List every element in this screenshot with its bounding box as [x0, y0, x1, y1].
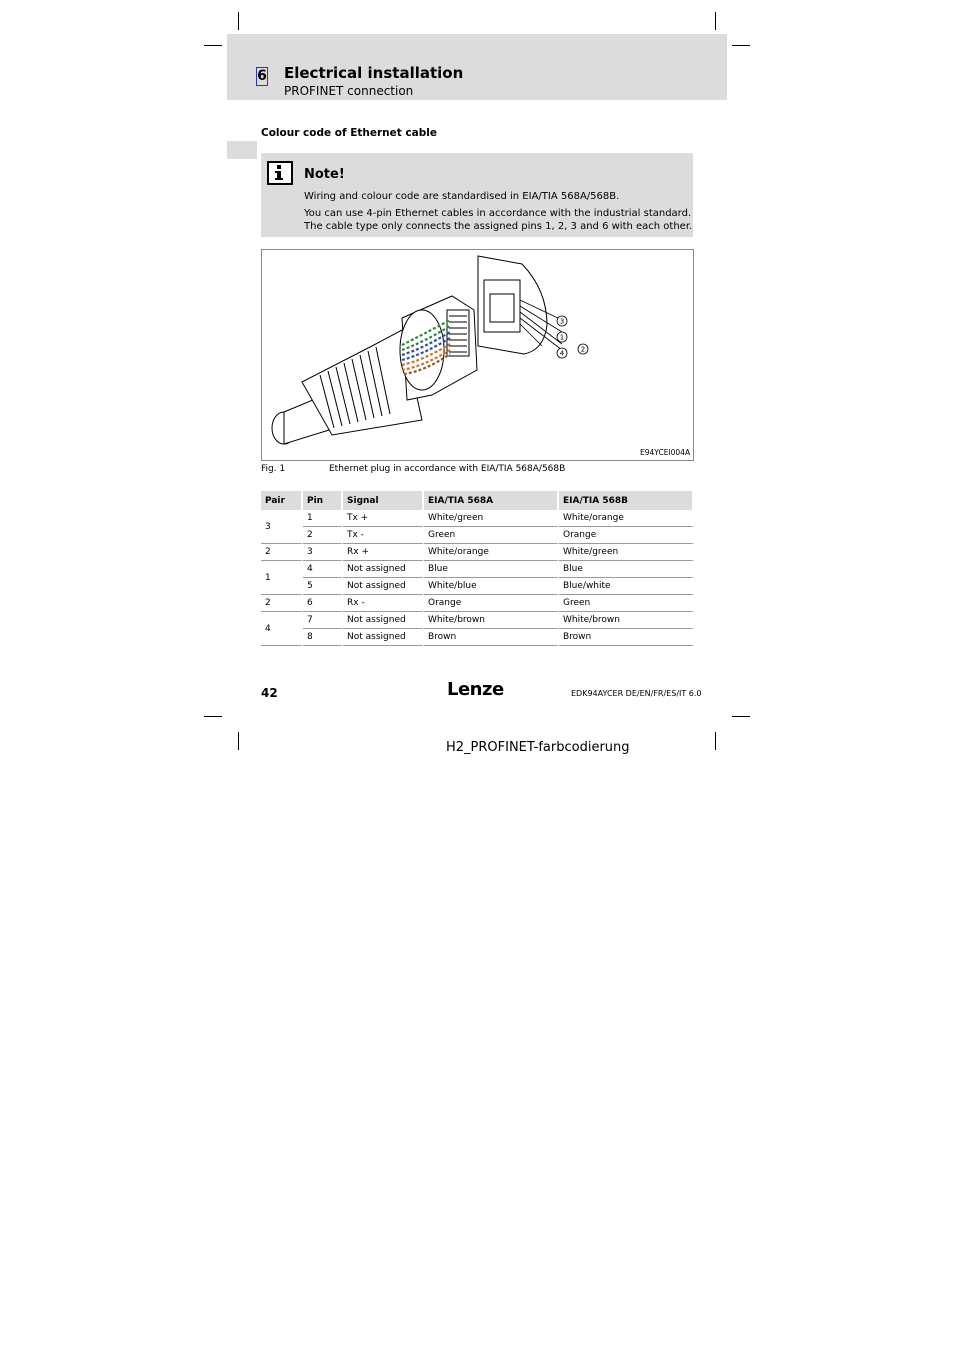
side-tab-marker [227, 141, 257, 159]
table-row [261, 612, 694, 629]
signal-cell: Not assigned [343, 578, 424, 595]
chapter-subtitle: PROFINET connection [284, 84, 414, 98]
pair-callout-label: 2 [580, 345, 586, 354]
crop-mark [732, 716, 750, 717]
signal-cell: Rx + [343, 544, 424, 561]
pair-cell: 2 [261, 544, 303, 561]
crop-mark [715, 12, 716, 30]
chapter-title: Electrical installation [284, 64, 464, 82]
footer-label: H2_PROFINET-farbcodierung [446, 740, 630, 755]
crop-mark [732, 45, 750, 46]
pair-cell: 1 [261, 561, 303, 595]
crop-mark [238, 12, 239, 30]
column-header-568a: EIA/TIA 568A [424, 491, 559, 510]
document-code: EDK94AYCER DE/EN/FR/ES/IT 6.0 [571, 689, 702, 698]
pin-cell: 2 [303, 527, 343, 544]
568a-cell: Orange [424, 595, 559, 612]
table-row [261, 544, 694, 561]
info-icon [267, 161, 293, 185]
figure-label: Fig. 1 [261, 464, 286, 474]
pin-cell: 3 [303, 544, 343, 561]
page-number: 42 [261, 686, 278, 700]
colour-code-table [261, 491, 694, 646]
pair-cell: 2 [261, 595, 303, 612]
signal-cell: Not assigned [343, 561, 424, 578]
568a-cell: White/orange [424, 544, 559, 561]
note-text-line: Wiring and colour code are standardised in EIA/TIA 568A/568B. [304, 191, 620, 202]
pair-callout-label: 4 [559, 349, 565, 358]
crop-mark [204, 716, 222, 717]
figure-code: E94YCEI004A [640, 448, 691, 457]
signal-cell: Rx - [343, 595, 424, 612]
figure-caption: Ethernet plug in accordance with EIA/TIA 568A/568B [329, 464, 566, 474]
table-row [261, 561, 694, 578]
pin-cell: 8 [303, 629, 343, 646]
table-row [261, 595, 694, 612]
column-header-pair: Pair [261, 491, 303, 510]
pin-cell: 4 [303, 561, 343, 578]
section-title: Colour code of Ethernet cable [261, 127, 437, 139]
table-row [261, 578, 694, 595]
pair-cell: 4 [261, 612, 303, 646]
column-header-568b: EIA/TIA 568B [559, 491, 694, 510]
figure-frame [261, 249, 694, 461]
crop-mark [204, 45, 222, 46]
signal-cell: Not assigned [343, 629, 424, 646]
crop-mark [715, 732, 716, 750]
568a-cell: Green [424, 527, 559, 544]
pair-cell: 3 [261, 510, 303, 544]
crop-mark [238, 732, 239, 750]
table-row [261, 629, 694, 646]
note-title: Note! [304, 167, 345, 182]
column-header-signal: Signal [343, 491, 424, 510]
568b-cell: Blue [559, 561, 694, 578]
lenze-logo: Lenze [447, 679, 504, 700]
568b-cell: White/orange [559, 510, 694, 527]
table-row [261, 527, 694, 544]
ethernet-plug-drawing [262, 250, 693, 460]
568b-cell: Orange [559, 527, 694, 544]
signal-cell: Tx + [343, 510, 424, 527]
568a-cell: White/green [424, 510, 559, 527]
table-header-row [261, 491, 694, 510]
568a-cell: White/brown [424, 612, 559, 629]
568b-cell: Green [559, 595, 694, 612]
568b-cell: White/brown [559, 612, 694, 629]
chapter-number: 6 [257, 68, 267, 84]
signal-cell: Tx - [343, 527, 424, 544]
pin-cell: 1 [303, 510, 343, 527]
pin-cell: 6 [303, 595, 343, 612]
note-text-line: You can use 4-pin Ethernet cables in accordance with the industrial standard. [304, 208, 692, 219]
note-text-line: The cable type only connects the assigned pins 1, 2, 3 and 6 with each other. [304, 221, 693, 232]
568a-cell: Brown [424, 629, 559, 646]
568b-cell: Brown [559, 629, 694, 646]
signal-cell: Not assigned [343, 612, 424, 629]
568b-cell: White/green [559, 544, 694, 561]
568b-cell: Blue/white [559, 578, 694, 595]
table-row [261, 510, 694, 527]
pin-cell: 5 [303, 578, 343, 595]
568a-cell: White/blue [424, 578, 559, 595]
column-header-pin: Pin [303, 491, 343, 510]
568a-cell: Blue [424, 561, 559, 578]
pair-callout-label: 1 [559, 333, 565, 342]
pair-callout-label: 3 [559, 317, 565, 326]
pin-cell: 7 [303, 612, 343, 629]
